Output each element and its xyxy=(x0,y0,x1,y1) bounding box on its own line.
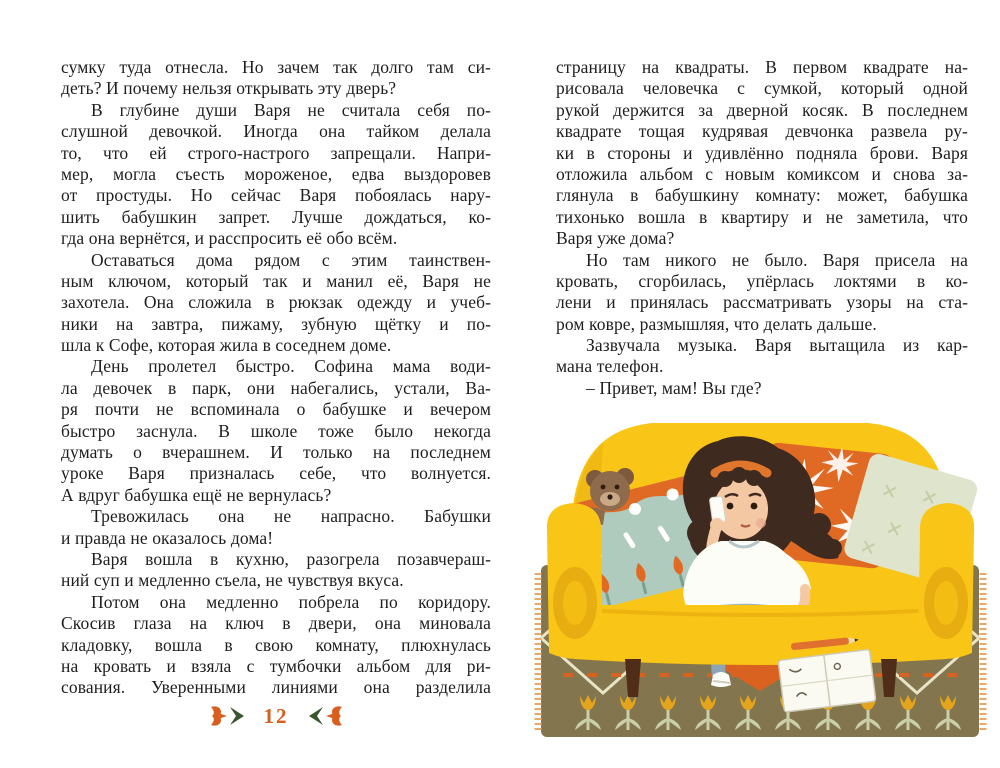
paragraph xyxy=(61,250,491,357)
text-line: слушной девочкой. Иногда она тайком делала xyxy=(61,121,491,142)
text-line: на кровать и взяла с тумбочки альбом для ри- xyxy=(61,655,491,676)
paragraph xyxy=(61,592,491,699)
text-line: ки в стороны и удивлённо подняла брови. Варя xyxy=(556,142,968,163)
text-line: ря почти не вспоминала о бабушке и вечером xyxy=(61,399,491,420)
paragraph xyxy=(61,549,491,592)
text-line: мер, могла съесть мороженое, едва выздоровев xyxy=(61,163,491,184)
page-footer xyxy=(61,699,491,733)
text-line: захотела. Она сложила в рюкзак одежду и учеб- xyxy=(61,292,491,313)
sofa-illustration xyxy=(533,413,988,748)
text-line: шла к Софе, которая жила в соседнем доме. xyxy=(61,335,392,356)
text-line: В глубине души Варя не считала себя по- xyxy=(91,99,491,120)
text-line: думать о вчерашнем. И только на последнем xyxy=(61,442,491,463)
text-line: рисовала человечка с сумкой, который одной xyxy=(556,78,968,99)
text-line: и правда не оказалось дома! xyxy=(61,527,274,548)
paragraph xyxy=(61,100,491,250)
text-line: отложила альбом с новым комиксом и снова за- xyxy=(556,163,968,184)
text-line: сумку туда отнесла. Но зачем так долго там си- xyxy=(61,57,491,77)
text-line: – Привет, мам! Вы где? xyxy=(586,377,762,398)
text-line: ники на завтра, пижаму, зубную щётку и по- xyxy=(61,313,491,334)
text-line: ла девочек в парк, они набегались, устали, Ва- xyxy=(61,377,491,398)
paragraph xyxy=(556,378,968,399)
text-line: Потом она медленно побрела по коридору. xyxy=(91,591,491,612)
text-line: Варя вошла в кухню, разогрела позавчераш- xyxy=(91,548,491,569)
text-line: Оставаться дома рядом с этим таинствен- xyxy=(91,249,491,270)
paragraph xyxy=(556,250,968,336)
text-line: уроке Варя призналась себе, что волнуется. xyxy=(61,463,491,484)
paragraph xyxy=(61,57,491,100)
text-line: Но там никого не было. Варя присела на xyxy=(586,249,968,270)
text-line: мана телефон. xyxy=(556,356,664,377)
text-line: кровать, сгорбилась, упёрлась локтями в ко- xyxy=(556,270,968,291)
text-line: от простуды. Но сейчас Варя побоялась нару- xyxy=(61,185,491,206)
text-line: ний суп и медленно съела, не чувствуя вкуса. xyxy=(61,570,404,591)
paragraph xyxy=(556,57,968,250)
text-line: то, что ей строго-настрого запрещали. Напри- xyxy=(61,142,491,163)
text-line: глянула в бабушкину комнату: может, бабушка xyxy=(556,185,968,206)
text-line: День пролетел быстро. Софина мама води- xyxy=(91,356,491,377)
text-line: сования. Уверенными линиями она разделила xyxy=(61,677,491,698)
paragraph xyxy=(61,506,491,549)
left-page-text xyxy=(61,57,491,699)
text-line: деть? И почему нельзя открывать эту дверь? xyxy=(61,78,397,99)
paragraph xyxy=(61,356,491,506)
text-line: лени и принялась рассматривать узоры на ста- xyxy=(556,292,968,313)
text-line: ным ключом, который так и манил её, Варя не xyxy=(61,270,491,291)
text-line: Тревожилась она не напрасно. Бабушки xyxy=(91,506,491,527)
text-line: квадрате тощая кудрявая девчонка развела ру- xyxy=(556,121,968,142)
tulip-arrow-right-icon xyxy=(210,704,250,728)
text-line: Варя уже дома? xyxy=(556,228,675,249)
sketchbook xyxy=(778,649,876,712)
text-line: Скосив глаза на ключ в двери, она миновала xyxy=(61,613,491,634)
text-line: быстро заснула. В школе тоже было некогда xyxy=(61,420,491,441)
text-line: А вдруг бабушка ещё не вернулась? xyxy=(61,484,332,505)
text-line: гда она вернётся, и расспросить её обо всём. xyxy=(61,228,398,249)
text-line: рукой держится за дверной косяк. В последнем xyxy=(556,99,968,120)
tulip-arrow-left-icon xyxy=(303,704,343,728)
text-line: тихонько вошла в квартиру и не заметила, что xyxy=(556,206,968,227)
text-line: Зазвучала музыка. Варя вытащила из кар- xyxy=(586,335,968,356)
paragraph xyxy=(556,335,968,378)
text-line: ром ковре, размышляя, что делать дальше. xyxy=(556,313,877,334)
text-line: страницу на квадраты. В первом квадрате на- xyxy=(556,57,968,77)
text-line: кладовку, вошла в свою комнату, плюхнулась xyxy=(61,634,491,655)
page-number: 12 xyxy=(263,703,289,728)
right-page-text xyxy=(556,57,968,399)
text-line: шить бабушкин запрет. Лучше дождаться, ко- xyxy=(61,206,491,227)
